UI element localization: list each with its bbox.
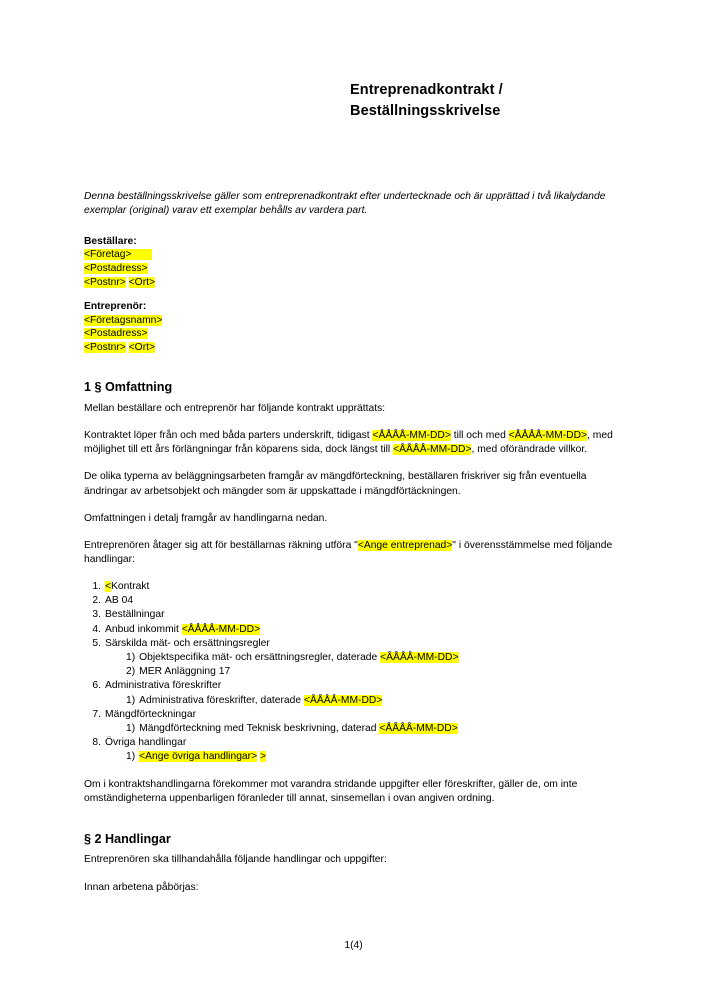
sub-item-trailing: > xyxy=(259,751,266,763)
spacer-closing xyxy=(84,765,627,778)
sub-item-number: 2) xyxy=(126,666,136,678)
client-address-value: <Postadress> xyxy=(84,262,148,274)
list-item-number: 1. xyxy=(92,580,101,592)
contractor-ort-value: <Ort> xyxy=(128,341,155,353)
term-text-3: , med möjlighet till ett års förlängningar från köparens sida, dock längst till xyxy=(84,430,613,456)
client-block xyxy=(84,235,627,289)
term-date-2: <ÅÅÅÅ-MM-DD> xyxy=(508,430,588,442)
spacer-list xyxy=(84,567,627,580)
scope-paragraph: De olika typerna av beläggningsarbeten framgår av mängdförteckning, beställaren friskriver sig från eventuella ändringar av arbetsobjekt och mängder som är uppskattade i mängdförtäckningen. xyxy=(84,471,587,497)
sub-item-number: 1) xyxy=(126,694,136,706)
sub-item-number: 1) xyxy=(126,651,136,663)
list-item-label: Anbud inkommit xyxy=(105,623,182,635)
sub-list-item xyxy=(105,665,627,679)
document-title-line-2: Beställningsskrivelse xyxy=(350,102,501,119)
client-ort-value: <Ort> xyxy=(128,276,155,288)
sub-list-item xyxy=(105,750,627,764)
contractor-company-value: <Företagsnamn> xyxy=(84,314,163,326)
list-item-label: Kontrakt xyxy=(111,580,150,592)
spacer-before-work xyxy=(84,868,627,881)
sub-list-item xyxy=(105,651,627,665)
section-1-intro: Mellan beställare och entreprenör har följande kontrakt upprättats: xyxy=(84,403,386,415)
spacer-detail xyxy=(84,499,627,512)
list-item-label: Beställningar xyxy=(105,609,165,621)
list-item-label: Administrativa föreskrifter xyxy=(105,680,222,692)
sub-list-item xyxy=(105,722,627,736)
spacer-scope xyxy=(84,457,627,470)
list-item xyxy=(84,580,627,594)
list-item-number: 8. xyxy=(92,737,101,749)
list-item-label: Mängdförteckningar xyxy=(105,708,197,720)
sub-item-label: Mängdförteckning med Teknisk beskrivning, daterad xyxy=(139,722,380,734)
sub-list-item xyxy=(105,694,627,708)
contractor-postnr-value: <Postnr> xyxy=(84,341,126,353)
list-item xyxy=(84,736,627,764)
section-2-intro: Entreprenören ska tillhandahålla följande handlingar och uppgifter: xyxy=(84,854,387,866)
client-company-value: <Företag> xyxy=(84,249,132,261)
sub-item-date: <ÅÅÅÅ-MM-DD> xyxy=(380,651,459,663)
list-item-label: AB 04 xyxy=(105,595,134,607)
page-footer: 1(4) xyxy=(344,940,363,951)
contractor-label: Entreprenör: xyxy=(84,301,147,313)
list-item xyxy=(84,608,627,622)
contractor-postal xyxy=(84,341,627,355)
sub-item-label: Administrativa föreskrifter, daterade xyxy=(139,694,304,706)
sub-item-number: 1) xyxy=(126,751,136,763)
list-item-number: 3. xyxy=(92,609,101,621)
undertaking-paragraph xyxy=(84,539,627,567)
document-body xyxy=(84,190,627,895)
list-item-label: Övriga handlingar xyxy=(105,737,187,749)
list-item-number: 6. xyxy=(92,680,101,692)
list-item-label: Särskilda mät- och ersättningsregler xyxy=(105,637,270,649)
undertaking-text-1: Entreprenören åtager sig att för beställarnas räkning utföra " xyxy=(84,539,358,551)
sub-item-label: MER Anläggning 17 xyxy=(139,666,231,678)
list-item xyxy=(84,594,627,608)
sub-item-placeholder: <Ange övriga handlingar> xyxy=(139,751,258,763)
undertaking-placeholder: <Ange entreprenad> xyxy=(357,539,453,551)
client-company-pad xyxy=(132,249,152,260)
document-title-line-1: Entreprenadkontrakt / xyxy=(350,82,503,98)
list-item xyxy=(84,679,627,707)
client-address xyxy=(84,262,627,276)
spacer-section1 xyxy=(84,354,627,380)
list-item-number: 7. xyxy=(92,708,101,720)
client-label: Beställare: xyxy=(84,235,137,247)
list-item-bracket: < xyxy=(105,580,112,592)
term-date-1: <ÅÅÅÅ-MM-DD> xyxy=(372,430,451,442)
contractor-company xyxy=(84,314,627,328)
spacer-parties xyxy=(84,289,627,300)
term-text-1: Kontraktet löper från och med båda parters underskrift, tidigast xyxy=(84,430,373,442)
spacer-undertaking xyxy=(84,526,627,539)
term-text-4: , med oförändrade villkor. xyxy=(471,444,588,456)
client-postal xyxy=(84,276,627,290)
list-item-number: 5. xyxy=(92,637,101,649)
contractor-block xyxy=(84,300,627,354)
handlingar-list xyxy=(84,580,627,765)
closing-paragraph: Om i kontraktshandlingarna förekommer mot varandra stridande uppgifter eller föreskrifter, gäller de, om inte omständigheterna uppenbarligen föranleder till annat, sinsemellan i ovan angiven ordning. xyxy=(84,778,578,804)
detail-paragraph: Omfattningen i detalj framgår av handlingarna nedan. xyxy=(84,512,328,524)
sub-item-number: 1) xyxy=(126,722,136,734)
list-item xyxy=(84,623,627,637)
undertaking-text-2: " i överensstämmelse med följande handlingar: xyxy=(84,539,613,565)
client-postnr-value: <Postnr> xyxy=(84,276,126,288)
sub-item-label: Objektspecifika mät- och ersättningsregler, daterade xyxy=(139,651,381,663)
section-2-heading: § 2 Handlingar xyxy=(84,831,171,846)
section-1-heading: 1 § Omfattning xyxy=(84,380,173,395)
before-work-paragraph: Innan arbetena påbörjas: xyxy=(84,881,199,893)
sub-item-date: <ÅÅÅÅ-MM-DD> xyxy=(379,722,458,734)
list-item-number: 4. xyxy=(92,623,101,635)
document-title xyxy=(350,80,503,121)
term-text-2: till och med xyxy=(450,430,509,442)
contractor-address xyxy=(84,327,627,341)
sub-item-date: <ÅÅÅÅ-MM-DD> xyxy=(303,694,383,706)
list-item xyxy=(84,708,627,736)
spacer-term xyxy=(84,416,627,429)
list-item-number: 2. xyxy=(92,595,101,607)
spacer-section2 xyxy=(84,806,627,832)
client-company xyxy=(84,248,627,262)
list-item xyxy=(84,637,627,680)
contractor-address-value: <Postadress> xyxy=(84,328,148,340)
contract-term-paragraph xyxy=(84,429,627,457)
list-item-date: <ÅÅÅÅ-MM-DD> xyxy=(181,623,261,635)
intro-paragraph: Denna beställningsskrivelse gäller som entreprenadkontrakt efter undertecknade och är upprättad i två likalydande exemplar (original) varav ett exemplar behålls av vardera part. xyxy=(84,191,606,216)
term-date-3: <ÅÅÅÅ-MM-DD> xyxy=(393,444,472,456)
